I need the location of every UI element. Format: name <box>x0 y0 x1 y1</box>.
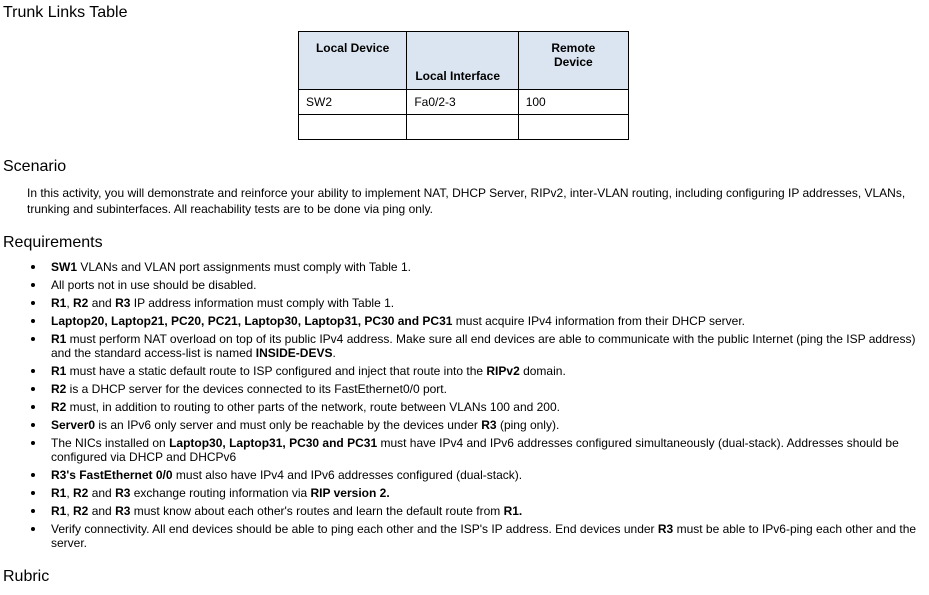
scenario-heading: Scenario <box>3 158 67 175</box>
list-item: Laptop20, Laptop21, PC20, PC21, Laptop30, Laptop31, PC30 and PC31 must acquire IPv4 information from their DHCP server. <box>0 314 920 328</box>
list-item: R1 must have a static default route to ISP configured and inject that route into the RIPv2 domain. <box>0 364 920 378</box>
rubric-heading: Rubric <box>3 568 50 585</box>
trunk-links-table <box>298 31 629 140</box>
table-header-row <box>299 32 629 90</box>
table-row <box>299 90 629 115</box>
scenario-paragraph: In this activity, you will demonstrate and reinforce your ability to implement NAT, DHCP Server, RIPv2, inter-VLAN routing, including configuring IP addresses, VLANs, trunking and subinterfaces. All reachability tests are to be done via ping only. <box>27 186 906 216</box>
cell-local-device <box>299 115 407 140</box>
list-item: R3's FastEthernet 0/0 must also have IPv4 and IPv6 addresses configured (dual-stack). <box>0 468 920 482</box>
table-row <box>299 115 629 140</box>
list-item: R1, R2 and R3 exchange routing information via RIP version 2. <box>0 486 920 500</box>
header-local-interface: Local Interface <box>407 32 518 90</box>
cell-local-interface <box>407 115 518 140</box>
list-item: R1, R2 and R3 IP address information must comply with Table 1. <box>0 296 920 310</box>
requirements-list <box>0 260 920 554</box>
trunk-links-heading: Trunk Links Table <box>3 4 128 21</box>
cell-remote-device <box>518 115 628 140</box>
cell-remote-device: 100 <box>518 90 628 115</box>
list-item: Verify connectivity. All end devices should be able to ping each other and the ISP's IP address. End devices under R3 must be able to IPv6-ping each other and the server. <box>0 522 920 550</box>
header-remote-device: Remote Device <box>518 32 628 90</box>
cell-local-device: SW2 <box>299 90 407 115</box>
list-item: Server0 is an IPv6 only server and must only be reachable by the devices under R3 (ping only). <box>0 418 920 432</box>
list-item: SW1 VLANs and VLAN port assignments must comply with Table 1. <box>0 260 920 274</box>
list-item: All ports not in use should be disabled. <box>0 278 920 292</box>
list-item: R1 must perform NAT overload on top of its public IPv4 address. Make sure all end devices are able to communicate with the public Internet (ping the ISP address) and the standard access-list is named INSIDE-DEVS. <box>0 332 920 360</box>
list-item: R2 is a DHCP server for the devices connected to its FastEthernet0/0 port. <box>0 382 920 396</box>
requirements-heading: Requirements <box>3 234 103 251</box>
list-item: The NICs installed on Laptop30, Laptop31, PC30 and PC31 must have IPv4 and IPv6 addresses configured simultaneously (dual-stack). Addresses should be configured via DHCP and DHCPv6 <box>0 436 920 464</box>
list-item: R1, R2 and R3 must know about each other's routes and learn the default route from R1. <box>0 504 920 518</box>
header-local-device: Local Device <box>299 32 407 90</box>
list-item: R2 must, in addition to routing to other parts of the network, route between VLANs 100 and 200. <box>0 400 920 414</box>
cell-local-interface: Fa0/2-3 <box>407 90 518 115</box>
